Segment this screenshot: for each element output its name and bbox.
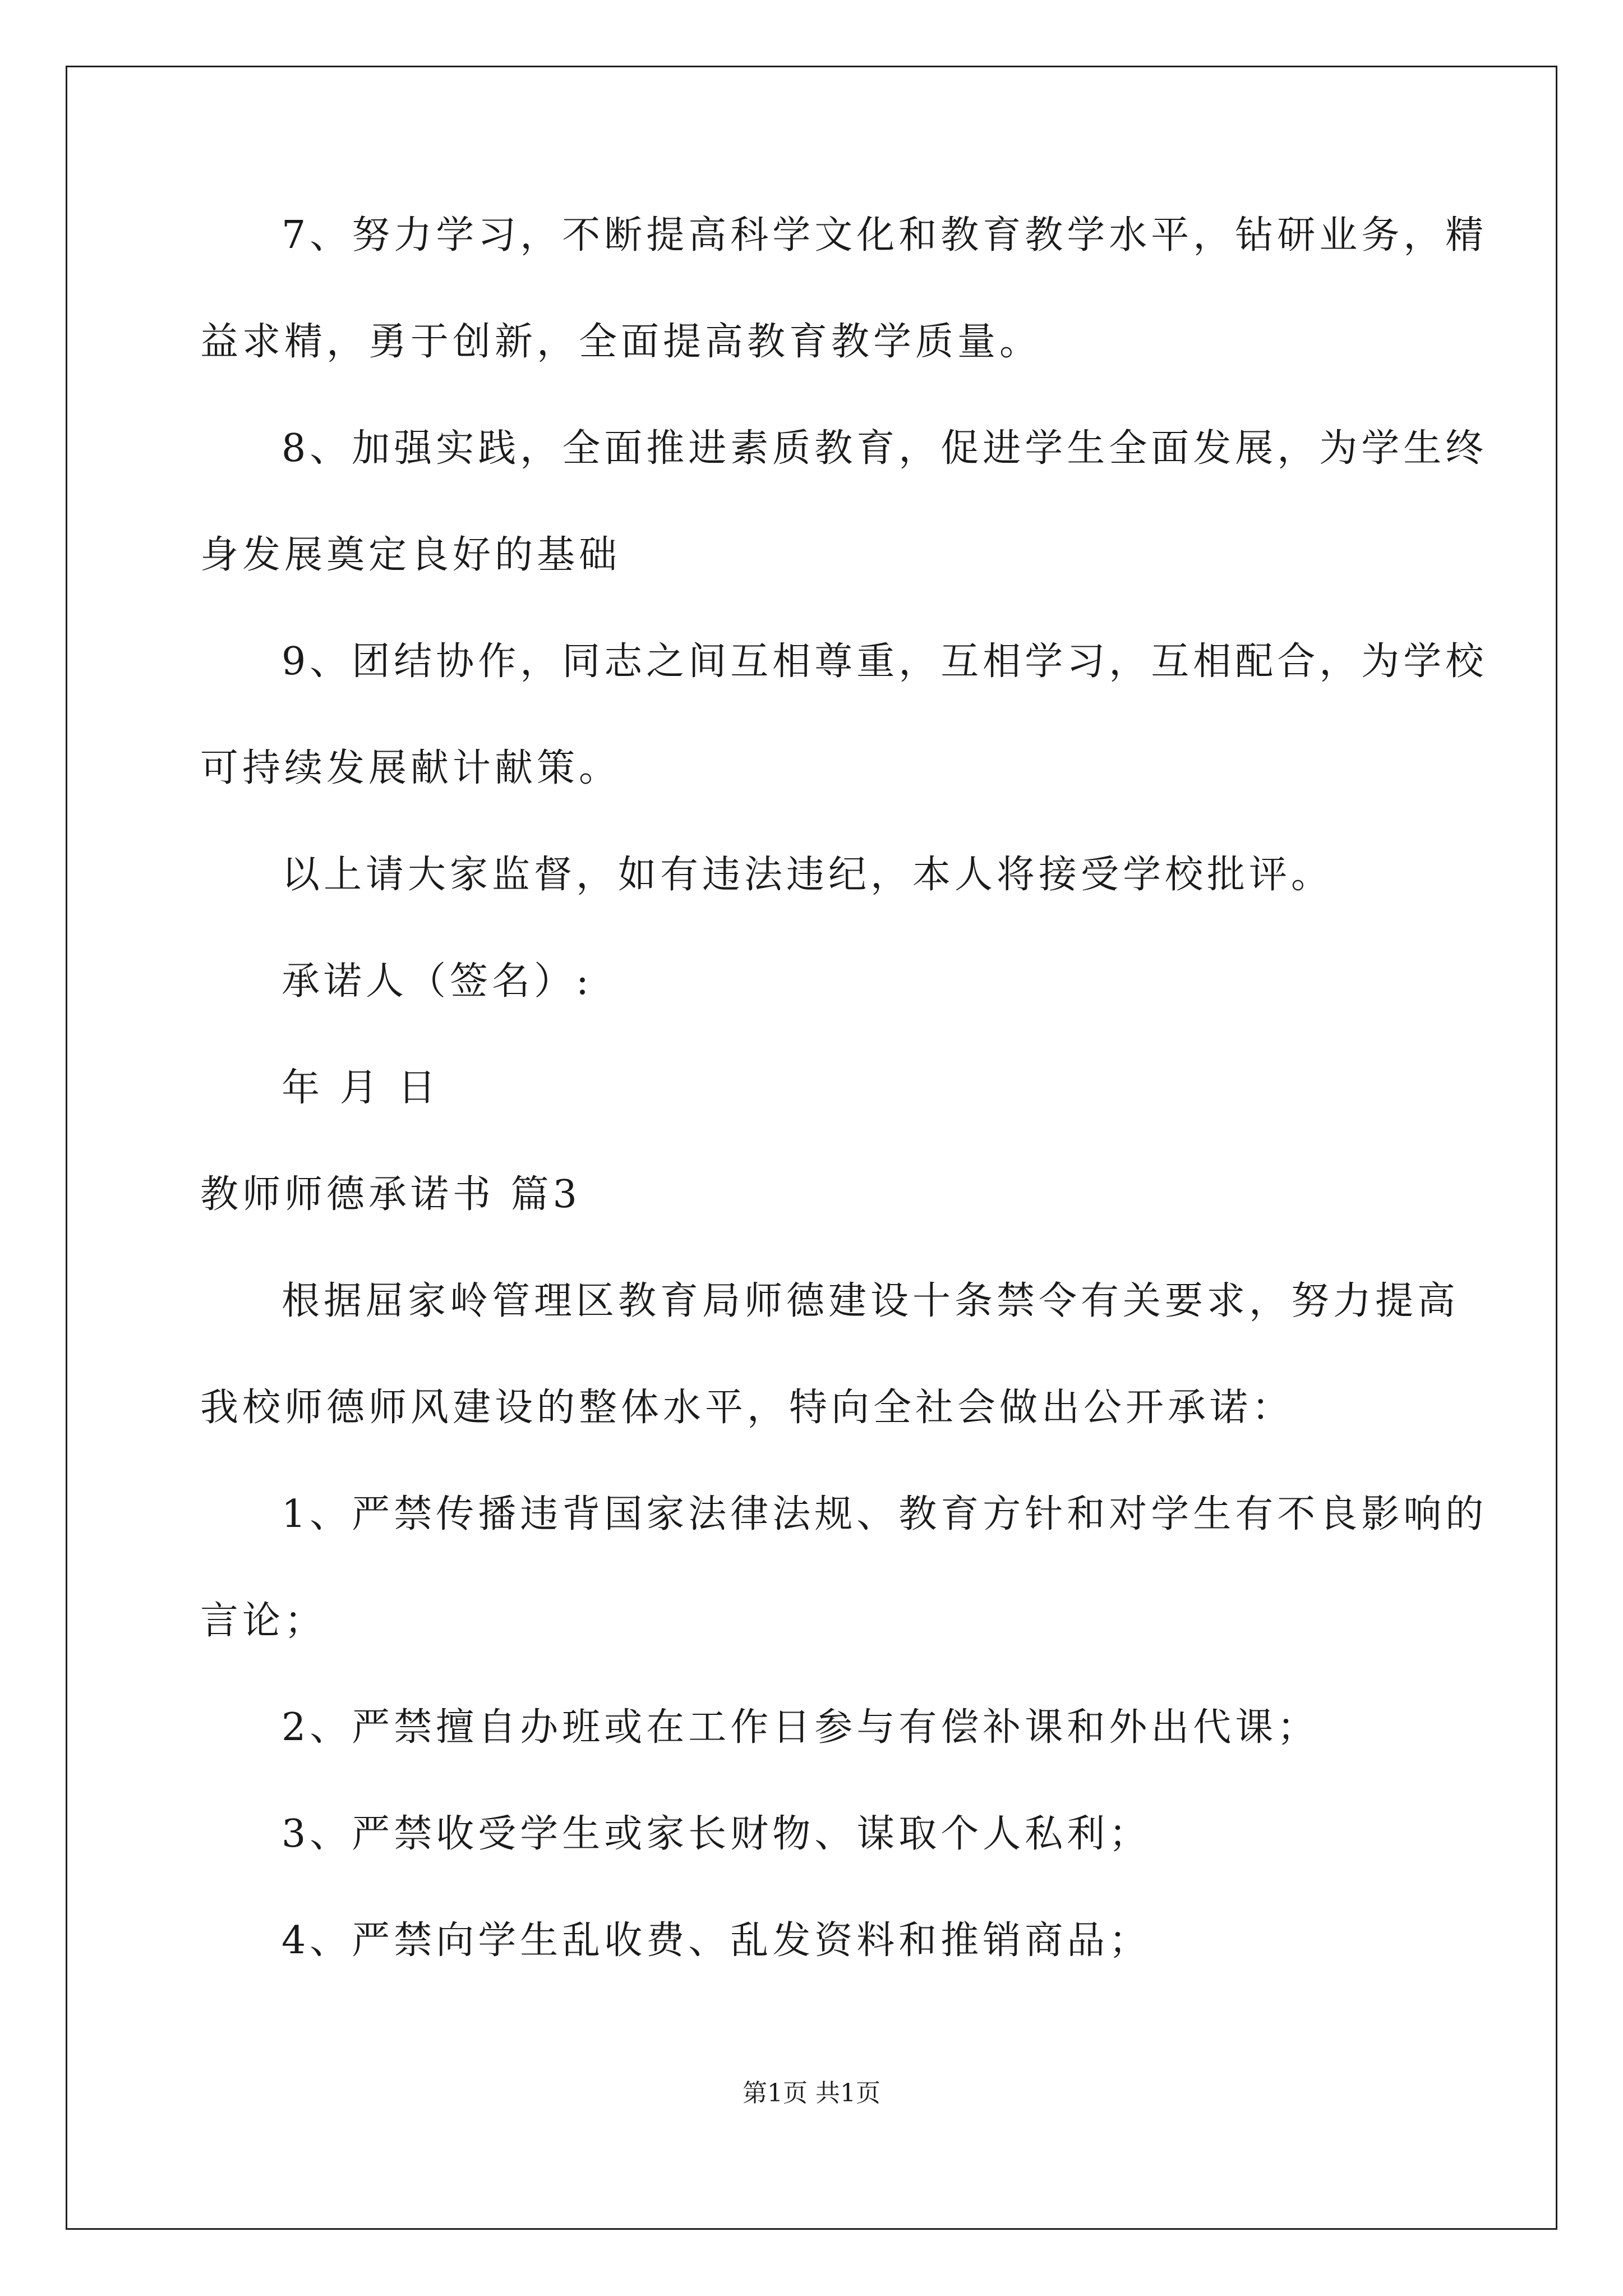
paragraph-8-line-1: 8、加强实践，全面推进素质教育，促进学生全面发展，为学生终 <box>282 426 1488 471</box>
intro-line-2: 我校师德师风建设的整体水平，特向全社会做出公开承诺： <box>200 1386 1294 1430</box>
intro-line-1: 根据屈家岭管理区教育局师德建设十条禁令有关要求，努力提高 <box>282 1279 1460 1323</box>
page-border <box>66 66 1557 2230</box>
rule-2: 2、严禁擅自办班或在工作日参与有偿补课和外出代课； <box>282 1705 1320 1750</box>
paragraph-9-line-1: 9、团结协作，同志之间互相尊重，互相学习，互相配合，为学校 <box>282 639 1488 684</box>
date-label: 年 月 日 <box>282 1066 440 1110</box>
section-heading: 教师师德承诺书 篇3 <box>200 1172 581 1217</box>
signature-label: 承诺人（签名）: <box>282 959 593 1004</box>
paragraph-7-line-1: 7、努力学习，不断提高科学文化和教育教学水平，钻研业务，精 <box>282 213 1488 257</box>
rule-4: 4、严禁向学生乱收费、乱发资料和推销商品； <box>282 1918 1151 1963</box>
rule-1-line-1: 1、严禁传播违背国家法律法规、教育方针和对学生有不良影响的 <box>282 1492 1488 1536</box>
supervision-statement: 以上请大家监督，如有违法违纪，本人将接受学校批评。 <box>282 853 1334 897</box>
paragraph-7-line-2: 益求精，勇于创新，全面提高教育教学质量。 <box>200 320 1042 364</box>
rule-3: 3、严禁收受学生或家长财物、谋取个人私利； <box>282 1812 1151 1856</box>
rule-1-line-2: 言论； <box>200 1599 327 1643</box>
paragraph-9-line-2: 可持续发展献计献策。 <box>200 746 621 790</box>
paragraph-8-line-2: 身发展奠定良好的基础 <box>200 533 621 577</box>
page-footer: 第1页 共1页 <box>743 2079 880 2108</box>
